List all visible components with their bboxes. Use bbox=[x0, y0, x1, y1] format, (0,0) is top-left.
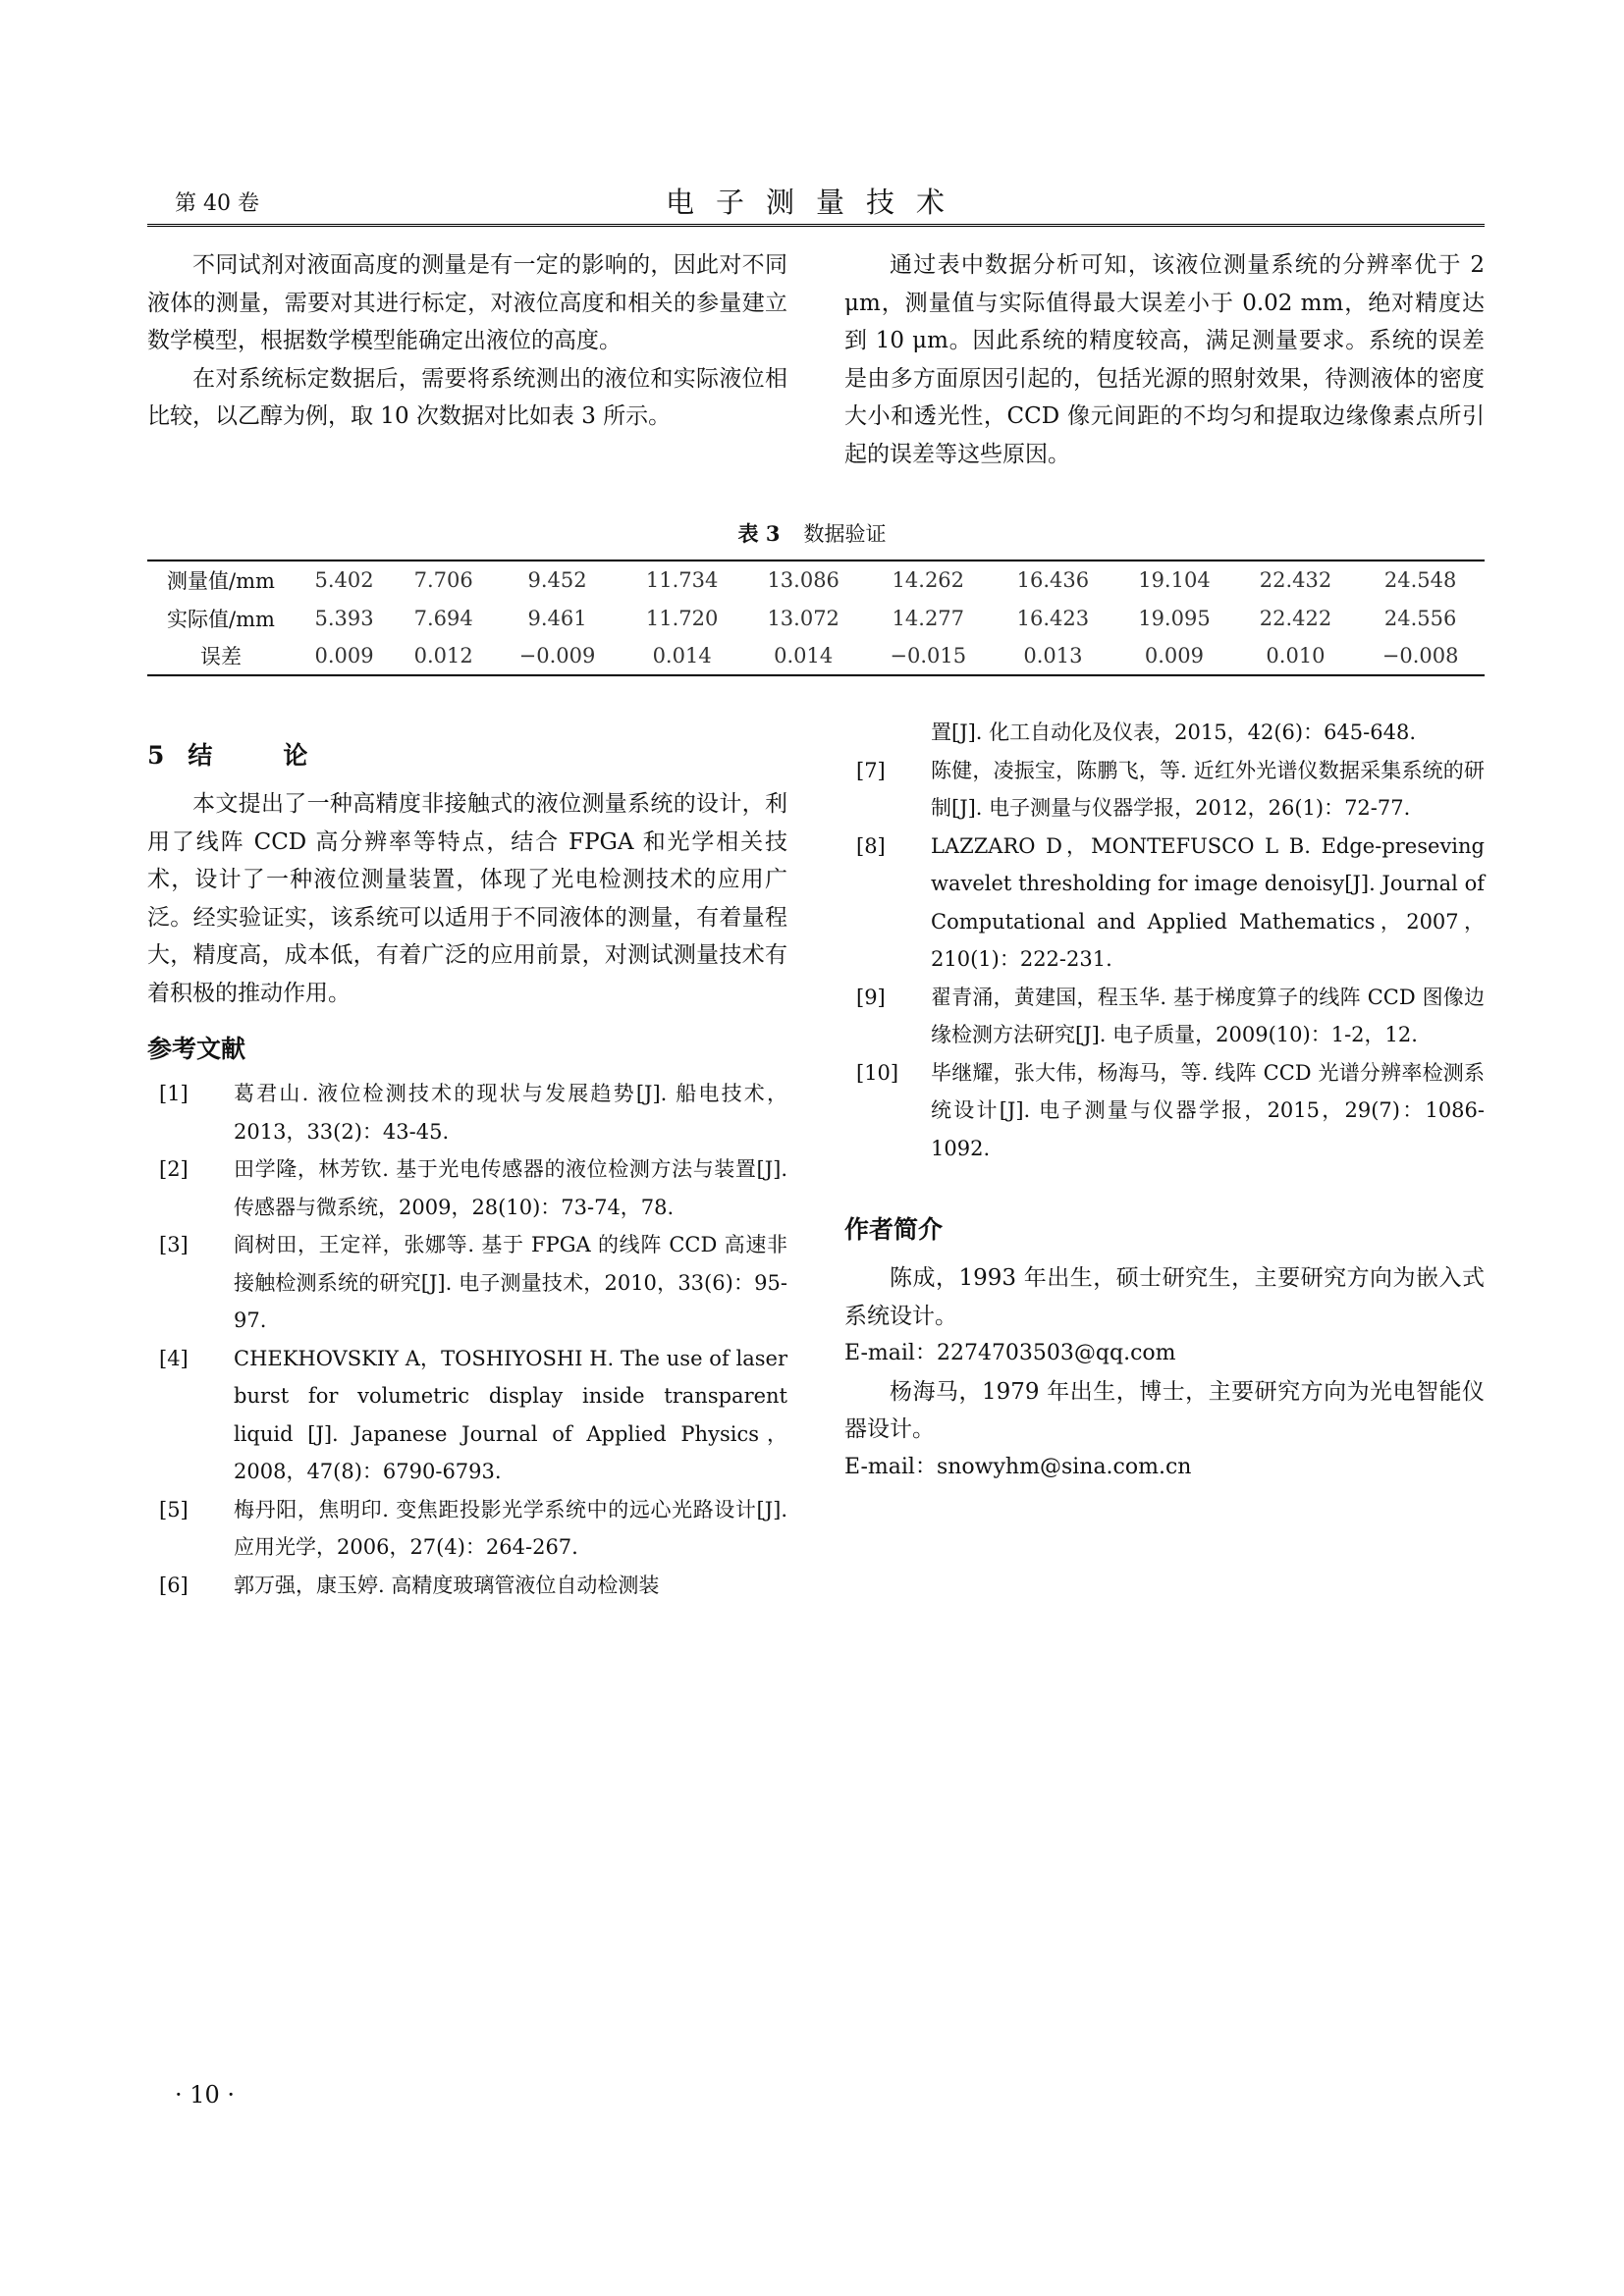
reference-index: [3] bbox=[159, 1233, 189, 1256]
paragraph: 在对系统标定数据后，需要将系统测出的液位和实际液位相比较，以乙醇为例，取 10 次数据对比如表 3 所示。 bbox=[147, 365, 787, 429]
reference-item bbox=[147, 1075, 787, 1150]
reference-index: [9] bbox=[856, 985, 886, 1009]
table-cell: 0.009 bbox=[314, 644, 374, 667]
table-cell: 0.009 bbox=[1144, 644, 1204, 667]
reference-text: 翟青涌，黄建国，程玉华. 基于梯度算子的线阵 CCD 图像边缘检测方法研究[J]. 电子质量，2009(10)：1-2，12. bbox=[931, 985, 1485, 1046]
reference-text: 梅丹阳，焦明印. 变焦距投影光学系统中的远心光路设计[J]. 应用光学，2006，27(4)：264-267. bbox=[234, 1497, 787, 1559]
table-cell: −0.008 bbox=[1381, 644, 1459, 667]
reference-index: [5] bbox=[159, 1497, 189, 1522]
reference-index: [8] bbox=[856, 833, 886, 858]
section-heading bbox=[147, 736, 787, 772]
table-cell: 5.402 bbox=[314, 568, 374, 592]
table-caption bbox=[0, 518, 1624, 548]
reference-index: [6] bbox=[159, 1573, 189, 1597]
table-cell: 22.422 bbox=[1259, 606, 1332, 630]
table-cell: 0.014 bbox=[652, 644, 712, 667]
table-cell: 0.014 bbox=[774, 644, 834, 667]
reference-text: 阎树田，王定祥，张娜等. 基于 FPGA 的线阵 CCD 高速非接触检测系统的研究[J]. 电子测量技术，2010，33(6)：95-97. bbox=[234, 1233, 787, 1332]
reference-item bbox=[147, 1226, 787, 1340]
table-cell: 0.010 bbox=[1266, 644, 1326, 667]
reference-text: CHEKHOVSKIY A，TOSHIYOSHI H. The use of laser burst for volumetric display inside transparent liquid [J]. Japanese Journal of Applied Physics，2008，47(8)：6790-6793. bbox=[234, 1346, 787, 1483]
reference-item bbox=[147, 1491, 787, 1567]
table-cell: 16.436 bbox=[1016, 568, 1090, 592]
running-header bbox=[147, 187, 1485, 225]
top-right-column bbox=[844, 246, 1485, 473]
row-header: 测量值/mm bbox=[167, 569, 275, 593]
reference-text: 田学隆，林芳钦. 基于光电传感器的液位检测方法与装置[J]. 传感器与微系统，2009，28(10)：73-74，78. bbox=[234, 1157, 787, 1219]
table-label: 表 3 bbox=[737, 521, 781, 546]
data-table bbox=[147, 560, 1485, 676]
reference-item bbox=[844, 752, 1485, 828]
author-bio: 杨海马，1979 年出生，博士，主要研究方向为光电智能仪器设计。 bbox=[844, 1378, 1485, 1442]
table-cell: 19.095 bbox=[1138, 606, 1211, 630]
table-cell: 0.013 bbox=[1023, 644, 1083, 667]
reference-index: [1] bbox=[159, 1082, 189, 1105]
author-bio: 陈成，1993 年出生，硕士研究生，主要研究方向为嵌入式系统设计。 bbox=[844, 1265, 1485, 1329]
author-email: E-mail：2274703503@qq.com bbox=[844, 1341, 1176, 1365]
section-title-a: 结 bbox=[188, 741, 213, 770]
page-number: · 10 · bbox=[175, 2081, 236, 2109]
reference-index: [2] bbox=[159, 1157, 189, 1181]
conclusion-paragraph: 本文提出了一种高精度非接触式的液位测量系统的设计，利用了线阵 CCD 高分辨率等特点，结合 FPGA 和光学相关技术，设计了一种液位测量装置，体现了光电检测技术的应用广泛。经实验证实，该系统可以适用于不同液体的测量，有着量程大，精度高，成本低，有着广泛的应用前景，对测试测量技术有着积极的推动作用。 bbox=[147, 791, 787, 1006]
table-cell: 13.086 bbox=[767, 568, 839, 592]
table-cell: −0.009 bbox=[518, 644, 596, 667]
author-email: E-mail：snowyhm@sina.com.cn bbox=[844, 1454, 1192, 1479]
reference-item bbox=[844, 828, 1485, 979]
bottom-right-column bbox=[844, 714, 1485, 1486]
reference-index: [7] bbox=[856, 758, 886, 782]
table-cell: 9.452 bbox=[527, 568, 587, 592]
table-cell: 13.072 bbox=[767, 606, 839, 630]
table-cell: 24.556 bbox=[1383, 606, 1457, 630]
table-cell: 24.548 bbox=[1383, 568, 1457, 592]
header-rule bbox=[147, 226, 1485, 227]
table-cell: 22.432 bbox=[1259, 568, 1332, 592]
reference-item-continued bbox=[844, 714, 1485, 752]
table-cell: 7.694 bbox=[413, 606, 473, 630]
table-row bbox=[147, 561, 1485, 599]
reference-item bbox=[844, 1054, 1485, 1168]
table-cell: 7.706 bbox=[413, 568, 473, 592]
reference-text: 葛君山. 液位检测技术的现状与发展趋势[J]. 船电技术，2013，33(2)：43-45. bbox=[234, 1082, 787, 1144]
reference-index: [10] bbox=[856, 1060, 899, 1085]
table-cell: 14.262 bbox=[892, 568, 965, 592]
reference-text: 毕继耀，张大伟，杨海马，等. 线阵 CCD 光谱分辨率检测系统设计[J]. 电子测量与仪器学报，2015，29(7)：1086-1092. bbox=[931, 1060, 1485, 1160]
reference-item bbox=[147, 1150, 787, 1226]
table-cell: 11.720 bbox=[645, 606, 719, 630]
author-bio-section bbox=[844, 1210, 1485, 1486]
reference-item bbox=[147, 1567, 787, 1605]
table-cell: 0.012 bbox=[413, 644, 473, 667]
table-row bbox=[147, 599, 1485, 637]
table-cell: 19.104 bbox=[1138, 568, 1211, 592]
table-cell: 16.423 bbox=[1016, 606, 1090, 630]
section-title-b: 论 bbox=[283, 741, 308, 770]
reference-item bbox=[844, 979, 1485, 1054]
reference-text: 陈健，凌振宝，陈鹏飞，等. 近红外光谱仪数据采集系统的研制[J]. 电子测量与仪器学报，2012，26(1)：72-77. bbox=[931, 758, 1485, 820]
journal-title: 电子测量技术 bbox=[665, 186, 966, 219]
paragraph: 不同试剂对液面高度的测量是有一定的影响的，因此对不同液体的测量，需要对其进行标定，对液位高度和相关的参量建立数学模型，根据数学模型能确定出液位的高度。 bbox=[147, 252, 787, 353]
table-cell: 14.277 bbox=[892, 606, 965, 630]
reference-text: LAZZARO D，MONTEFUSCO L B. Edge-preseving wavelet thresholding for image denoisy[J]. Journal of Computational and Applied Mathematics，2007，210(1)：222-231. bbox=[931, 833, 1485, 971]
table-cell: −0.015 bbox=[890, 644, 967, 667]
reference-text: 置[J]. 化工自动化及仪表，2015，42(6)：645-648. bbox=[931, 721, 1417, 744]
bottom-left-column bbox=[147, 736, 787, 1604]
reference-index: [4] bbox=[159, 1346, 189, 1370]
paragraph: 通过表中数据分析可知，该液位测量系统的分辨率优于 2 μm，测量值与实际值得最大误差小于 0.02 mm，绝对精度达到 10 μm。因此系统的精度较高，满足测量要求。系统的误差是由多方面原因引起的，包括光源的照射效果，待测液体的密度大小和透光性，CCD 像元间距的不均匀和提取边缘像素点所引起的误差等这些原因。 bbox=[844, 252, 1485, 467]
section-number: 5 bbox=[147, 741, 165, 770]
reference-text: 郭万强，康玉婷. 高精度玻璃管液位自动检测装 bbox=[234, 1573, 660, 1597]
row-header: 实际值/mm bbox=[167, 607, 275, 631]
table-cell: 11.734 bbox=[645, 568, 719, 592]
reference-item bbox=[147, 1340, 787, 1491]
author-bio-heading: 作者简介 bbox=[844, 1215, 944, 1244]
table-title: 数据验证 bbox=[803, 522, 887, 546]
references-heading: 参考文献 bbox=[147, 1035, 246, 1063]
top-left-column bbox=[147, 246, 787, 436]
volume-label: 第 40 卷 bbox=[175, 191, 259, 216]
row-header: 误差 bbox=[200, 645, 242, 668]
table-cell: 5.393 bbox=[314, 606, 374, 630]
table-row bbox=[147, 637, 1485, 675]
table-cell: 9.461 bbox=[527, 606, 587, 630]
